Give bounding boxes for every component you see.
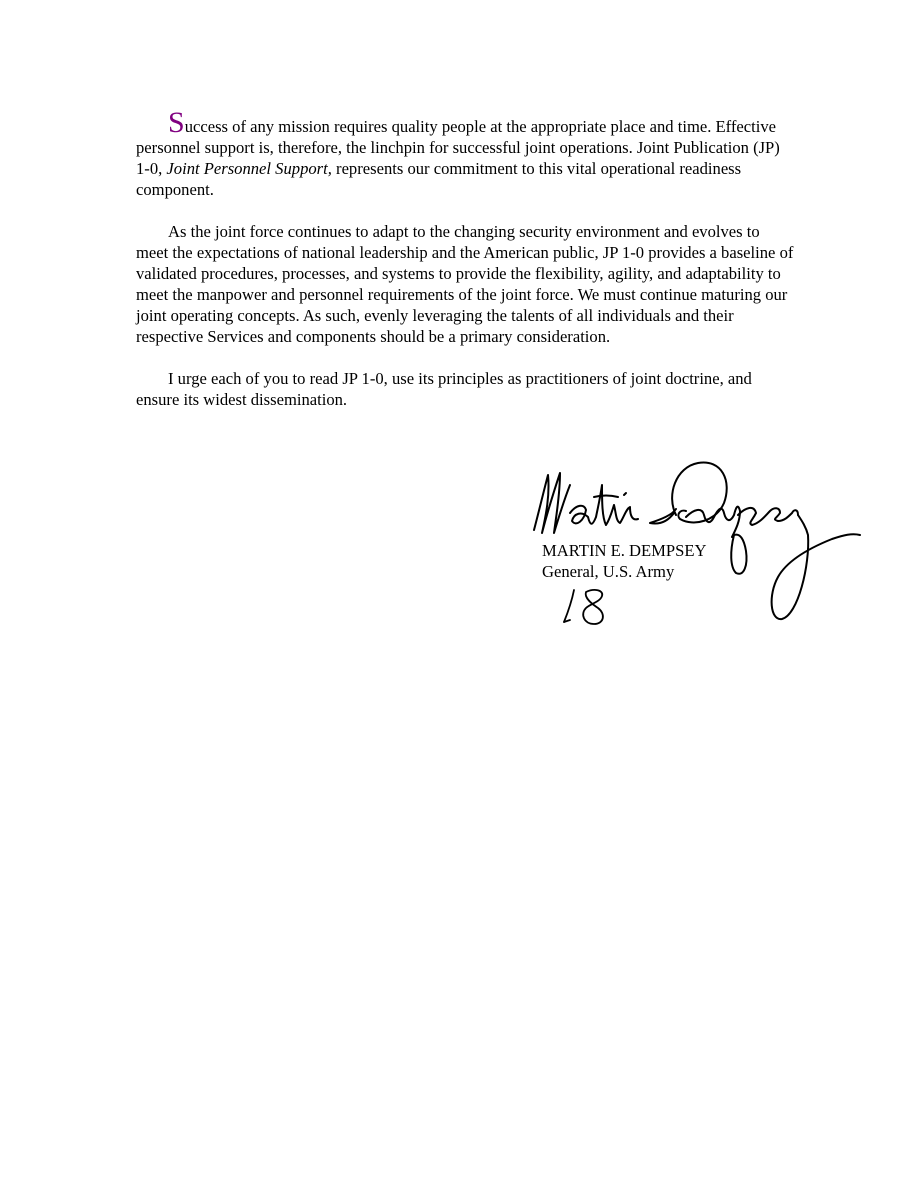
paragraph-1-text-b: represents our commitment to this vital operational readiness component.: [136, 159, 742, 199]
publication-title: Joint Personnel Support,: [166, 159, 332, 178]
handwritten-number: [556, 584, 616, 630]
drop-cap: S: [168, 106, 185, 139]
paragraph-3: [136, 368, 796, 410]
paragraph-1-text-a: uccess of any mission requires quality people at the appropriate place and time. Effective personnel support is, therefore, the linchpin for successful joint operations. Joint Publication (JP) 1-0,: [136, 117, 780, 178]
paragraph-1: [136, 106, 796, 200]
paragraph-2: [136, 221, 796, 347]
signature-block: [542, 540, 707, 582]
signer-rank: General, U.S. Army: [542, 562, 675, 581]
foreword-letter: [136, 106, 796, 431]
paragraph-2-text: As the joint force continues to adapt to the changing security environment and evolves to meet the expectations of national leadership and the American public, JP 1-0 provides a baseline of validated procedures, processes, and systems to provide the flexibility, agility, and adaptability to meet the manpower and personnel requirements of the joint force. We must continue maturing our joint operating concepts. As such, evenly leveraging the talents of all individuals and their respective Services and components should be a primary consideration.: [136, 222, 794, 346]
paragraph-3-text: I urge each of you to read JP 1-0, use its principles as practitioners of joint doctrine, and ensure its widest dissemination.: [136, 369, 752, 409]
signer-name: MARTIN E. DEMPSEY: [542, 541, 707, 560]
